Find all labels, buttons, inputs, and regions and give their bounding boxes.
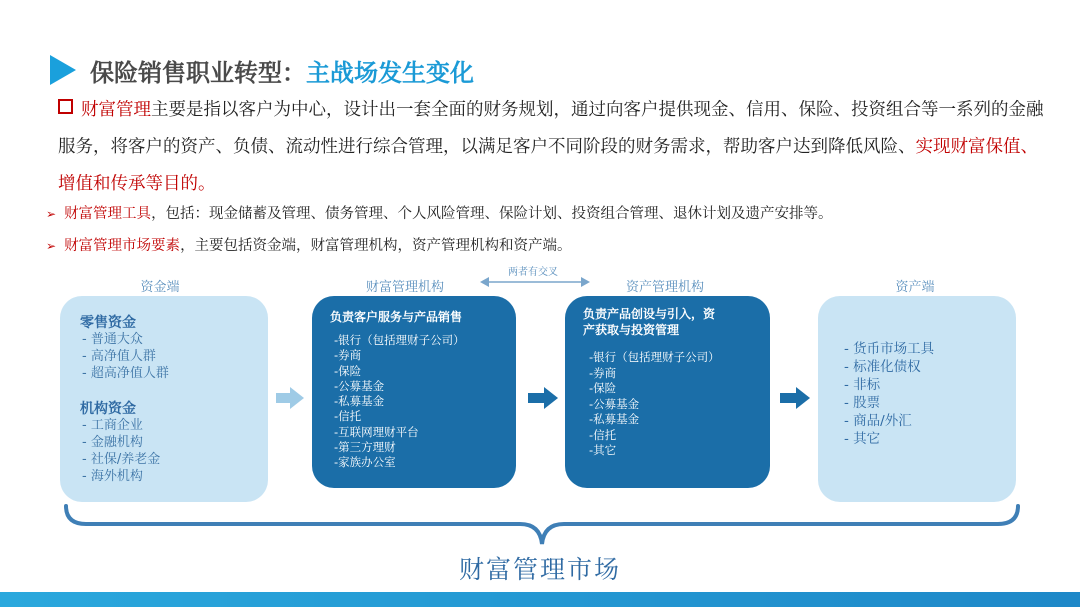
list-item: - 标准化债权: [844, 359, 921, 375]
brace-icon: [60, 504, 1025, 548]
retail-funds-title: 零售资金: [80, 315, 136, 331]
asset-managers-list: [589, 350, 720, 459]
list-item: - 海外机构: [82, 469, 143, 484]
wealth-institutions-box: [312, 296, 516, 488]
list-item: -银行（包括理财子公司）: [589, 350, 720, 364]
intro-highlight: 实现财富保值、增值和传承等目的。: [58, 137, 1038, 194]
arrow-bullet-icon: ➢: [46, 207, 57, 221]
list-item: -银行（包括理财子公司）: [334, 333, 465, 347]
list-item: - 工商企业: [82, 418, 143, 433]
retail-funds-list: [82, 331, 169, 382]
list-item: - 货币市场工具: [844, 341, 935, 357]
intro-paragraph: [58, 92, 1048, 203]
list-item: - 社保/养老金: [82, 452, 161, 467]
title-main: 保险销售职业转型：: [90, 58, 306, 87]
list-item: - 金融机构: [82, 435, 143, 450]
asset-managers-title-line: 产获取与投资管理: [583, 323, 680, 337]
list-item: - 商品/外汇: [844, 413, 912, 429]
flow-arrow-1: [276, 387, 304, 409]
list-item: - 普通大众: [82, 332, 143, 347]
bullet-market-elements: [46, 234, 572, 255]
intro-term: 财富管理: [81, 100, 151, 120]
list-item: - 其它: [844, 431, 881, 447]
play-arrow-icon: [50, 55, 76, 85]
col-header-asset-managers: 资产管理机构: [625, 280, 704, 295]
bottom-label: 财富管理市场: [458, 555, 621, 584]
asset-managers-box: [565, 296, 770, 488]
assets-list: [844, 340, 934, 448]
bullet-term: 财富管理工具: [64, 206, 152, 222]
bullet-tools: [46, 202, 833, 223]
intro-text: 主要是指以客户为中心，设计出一套全面的财务规划，通过向客户提供现金、信用、保险、投资组合等一系列的金融服务，将客户的资产、负债、流动性进行综合管理，以满足客户不同阶段的财务需求，帮助客户达到降低风险、: [58, 100, 1044, 157]
wealth-institutions-title: 负责客户服务与产品销售: [330, 310, 463, 324]
funding-box: [60, 296, 268, 502]
list-item: -互联网理财平台: [334, 424, 419, 439]
arrow-bullet-icon: ➢: [46, 239, 57, 253]
list-item: - 高净值人群: [82, 349, 156, 364]
list-item: -第三方理财: [334, 440, 396, 455]
col-header-funding: 资金端: [140, 280, 180, 295]
list-item: -私募基金: [334, 394, 385, 409]
list-item: -信托: [589, 427, 617, 442]
asset-managers-title-line: 负责产品创设与引入，资: [583, 307, 716, 321]
list-item: -公募基金: [589, 396, 640, 411]
flow-arrow-2: [528, 387, 558, 409]
list-item: -公募基金: [334, 378, 385, 393]
col-header-assets: 资产端: [895, 280, 935, 295]
flow-arrow-3: [780, 387, 810, 409]
list-item: -券商: [334, 348, 362, 363]
col-header-wealth-institutions: 财富管理机构: [365, 280, 444, 295]
asset-managers-title: [583, 306, 715, 338]
list-item: -信托: [334, 409, 362, 424]
list-item: -其它: [589, 443, 617, 457]
list-item: - 股票: [844, 395, 881, 411]
wealth-institutions-list: [334, 333, 465, 471]
list-item: -私募基金: [589, 412, 640, 426]
list-item: - 超高净值人群: [82, 366, 169, 381]
bullet-text: ，主要包括资金端，财富管理机构，资产管理机构和资产端。: [180, 238, 572, 254]
title-highlight: 主战场发生变化: [306, 58, 474, 87]
institutional-funds-title: 机构资金: [80, 401, 136, 417]
list-item: -家族办公室: [334, 455, 396, 470]
page-title: [50, 50, 474, 90]
assets-box: [818, 296, 1016, 502]
bullet-term: 财富管理市场要素: [64, 238, 181, 254]
square-bullet-icon: [58, 99, 73, 114]
institutional-funds-list: [82, 417, 160, 485]
interaction-label: 两者有交叉: [508, 267, 558, 278]
list-item: -保险: [334, 363, 362, 378]
list-item: - 非标: [844, 377, 881, 393]
list-item: -保险: [589, 381, 617, 395]
list-item: -券商: [589, 365, 617, 380]
double-arrow-icon: [480, 276, 590, 288]
bullet-text: ，包括：现金储蓄及管理、债务管理、个人风险管理、保险计划、投资组合管理、退休计划及遗产安排等。: [151, 206, 833, 222]
footer-band: [0, 592, 1080, 607]
